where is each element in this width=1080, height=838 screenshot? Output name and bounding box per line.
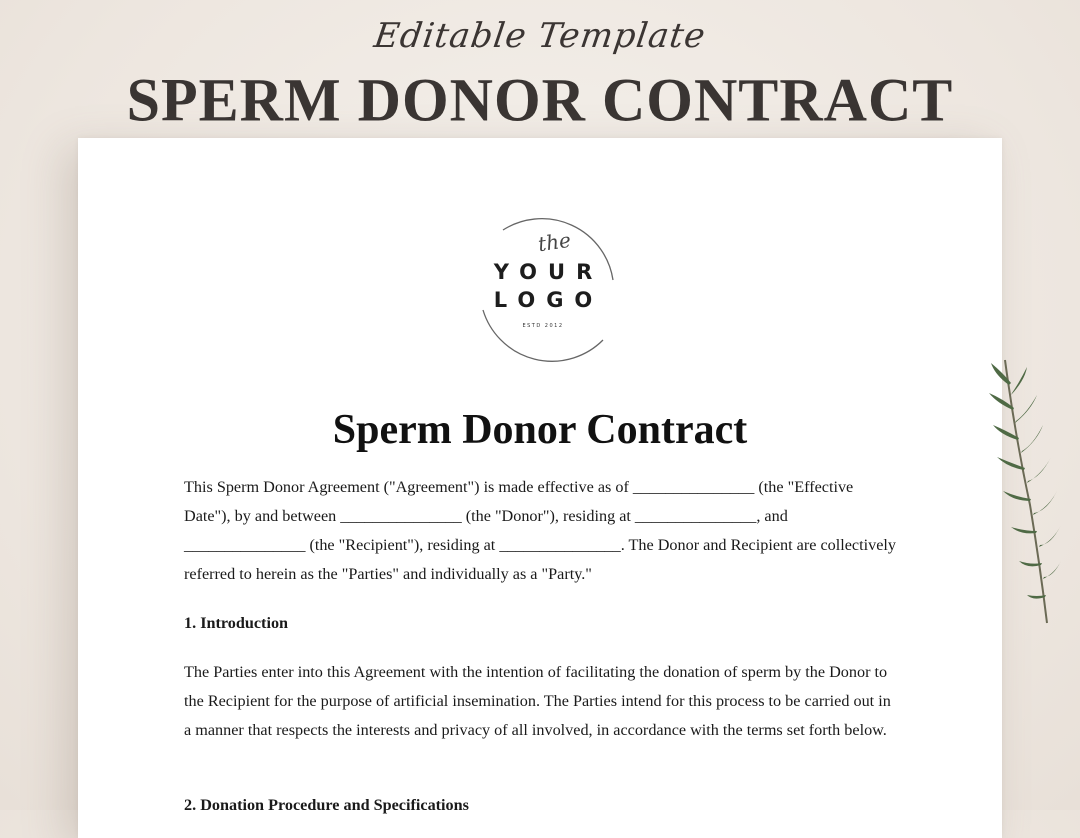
logo-line-logo: LOGO — [493, 288, 604, 312]
section-heading-donation-procedure: 2. Donation Procedure and Specifications — [184, 796, 469, 814]
logo-placeholder — [463, 210, 623, 370]
intro-paragraph: This Sperm Donor Agreement ("Agreement") is made effective as of _______________ (the "Effective Date"), by and between _______________ (the "Donor"), residing at _______________, and _______________ (the "Recipient"), residing at _______________. The Donor and Recipient are collectively referred to herein as the "Parties" and individually as a "Party." — [184, 478, 896, 583]
section-heading-introduction: 1. Introduction — [184, 614, 289, 632]
script-subtitle: Editable Template — [371, 16, 709, 56]
logo-the-script: the — [536, 227, 573, 257]
logo-line-your: YOUR — [493, 260, 604, 284]
rosemary-sprig-icon — [985, 355, 1065, 630]
document-title: Sperm Donor Contract — [332, 407, 748, 453]
document-page — [78, 138, 1002, 838]
banner-title: SPERM DONOR CONTRACT — [126, 66, 954, 134]
logo-estd: ESTD 2012 — [522, 323, 564, 329]
introduction-paragraph: The Parties enter into this Agreement with the intention of facilitating the donation of sperm by the Donor to the Recipient for the purpose of artificial insemination. The Parties intend for this process to be carried out in a manner that respects the interests and privacy of all involved, in accordance with the terms set forth below. — [184, 663, 891, 739]
